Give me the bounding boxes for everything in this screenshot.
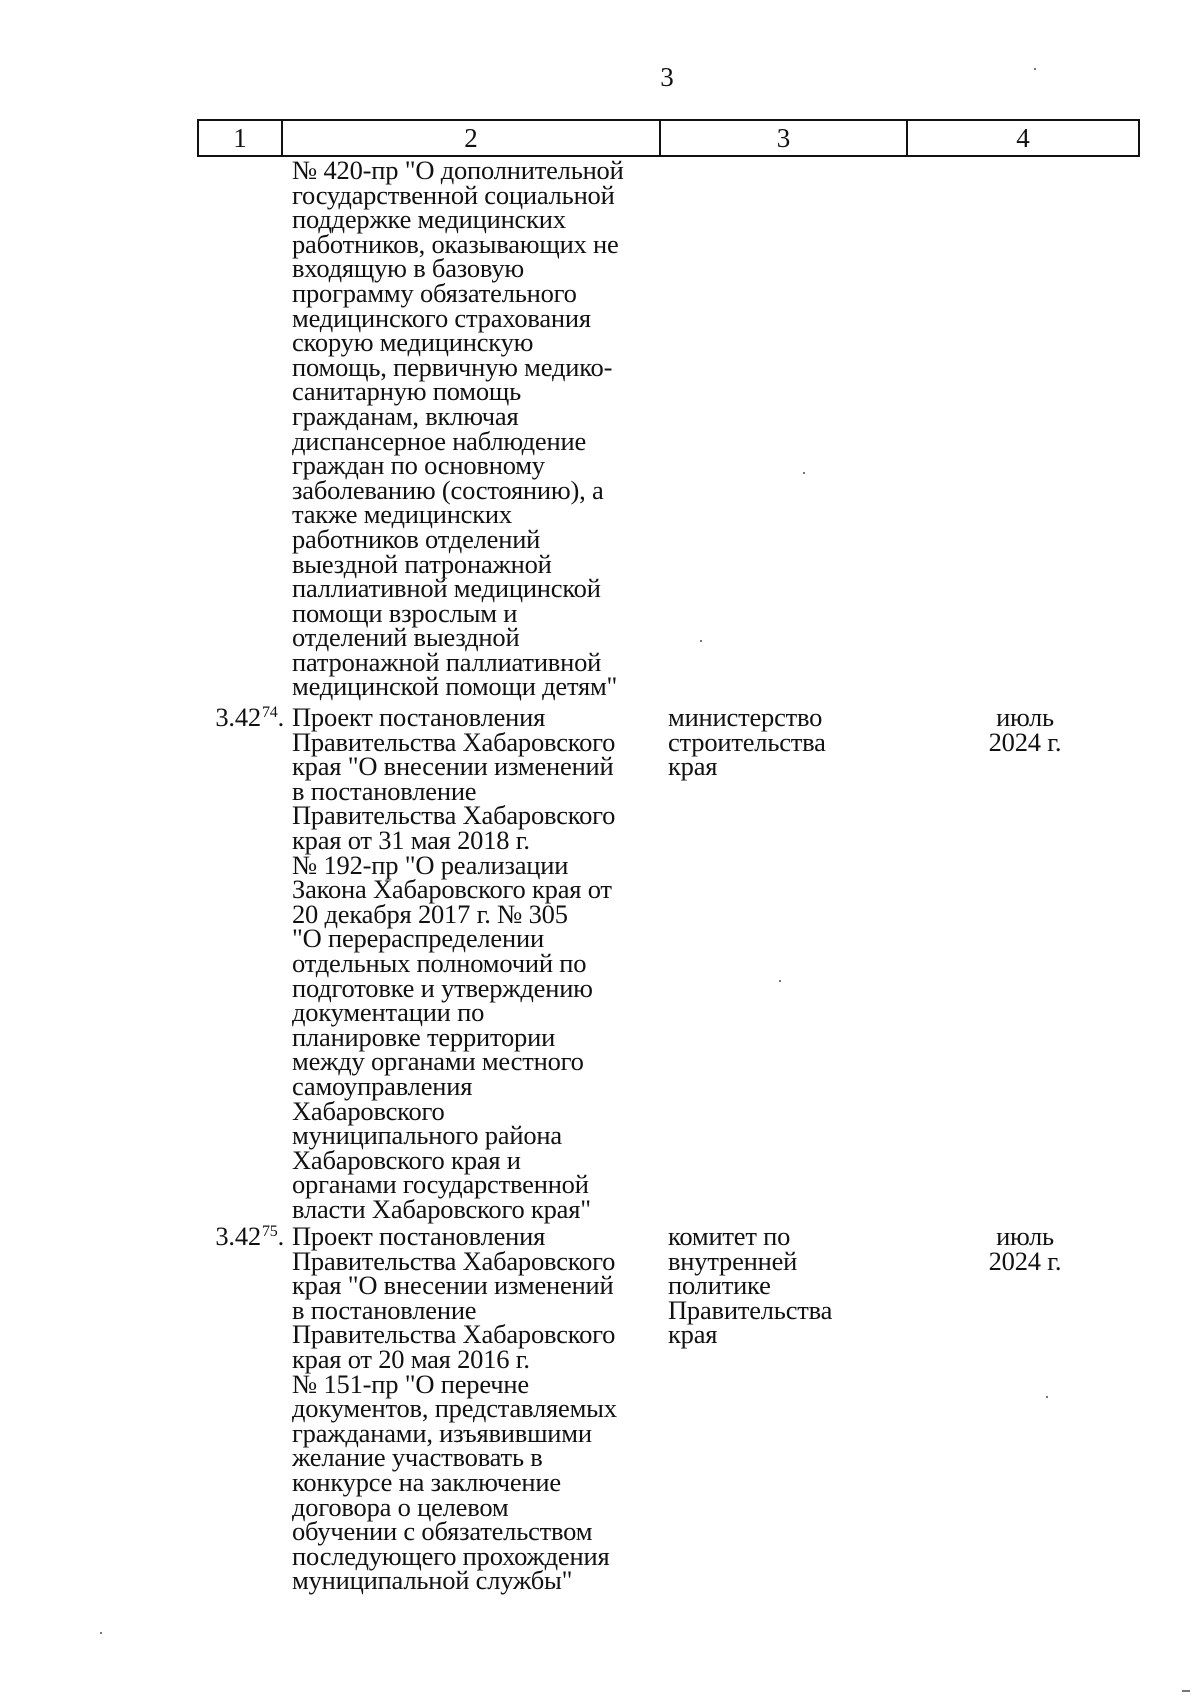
scan-speck: [700, 640, 702, 642]
row-description: Проект постановления Правительства Хабаровского края "О внесении изменений в постановление Правительства Хабаровского края от 31 мая 2018 г. № 192-пр "О реализации Закона Хабаровского края от 20 декабря 2017 г. № 305 "О перераспределении отдельных полномочий по подготовке и утверждению документации по планировке территории между органами местного самоуправления Хабаровского муниципального района Хабаровского края и органами государственной власти Хабаровского края": [292, 702, 616, 1224]
continuation-description: № 420-пр "О дополнительной государственной социальной поддержке медицинских работников, оказывающих не входящую в базовую программу обязательного медицинского страхования скорую медицинскую помощь, первичную медико- санитарную помощь гражданам, включая диспансерное наблюдение граждан по основному заболеванию (состоянию), а также медицинских работников отделений выездной патронажной паллиативной медицинской помощи взрослым и отделений выездной патронажной паллиативной медицинской помощи детям": [292, 155, 624, 702]
row-responsible: комитет по внутренней политике Правительства края: [668, 1221, 833, 1350]
row-number: [198, 702, 284, 732]
page-number: 3: [660, 62, 674, 92]
row-number-superscript: 75: [261, 1223, 278, 1240]
scan-speck: [1034, 68, 1036, 70]
row-number-main: 3.42: [215, 1221, 261, 1251]
scan-speck: [803, 472, 805, 474]
row-deadline: июль 2024 г.: [988, 1221, 1062, 1276]
scan-speck: [100, 1632, 102, 1634]
scan-speck: [1182, 1690, 1190, 1692]
row-number-superscript: 74: [261, 704, 278, 721]
header-col-3: 3: [661, 121, 908, 155]
table-header-row: [197, 119, 1140, 157]
row-deadline: июль 2024 г.: [988, 702, 1062, 757]
row-responsible: министерство строительства края: [668, 702, 826, 782]
scan-speck: [1046, 1396, 1048, 1398]
row-number: [198, 1221, 284, 1251]
row-number-suffix: .: [277, 702, 284, 732]
header-col-1: 1: [199, 121, 283, 155]
header-col-2: 2: [283, 121, 661, 155]
row-number-suffix: .: [277, 1221, 284, 1251]
row-number-main: 3.42: [215, 702, 261, 732]
scan-speck: [779, 980, 781, 982]
header-col-4: 4: [1016, 123, 1030, 153]
row-description: Проект постановления Правительства Хабаровского края "О внесении изменений в постановление Правительства Хабаровского края от 20 мая 2016 г. № 151-пр "О перечне документов, представляемых гражданами, изъявившими желание участвовать в конкурсе на заключение договора о целевом обучении с обязательством последующего прохождения муниципальной службы": [292, 1221, 617, 1596]
